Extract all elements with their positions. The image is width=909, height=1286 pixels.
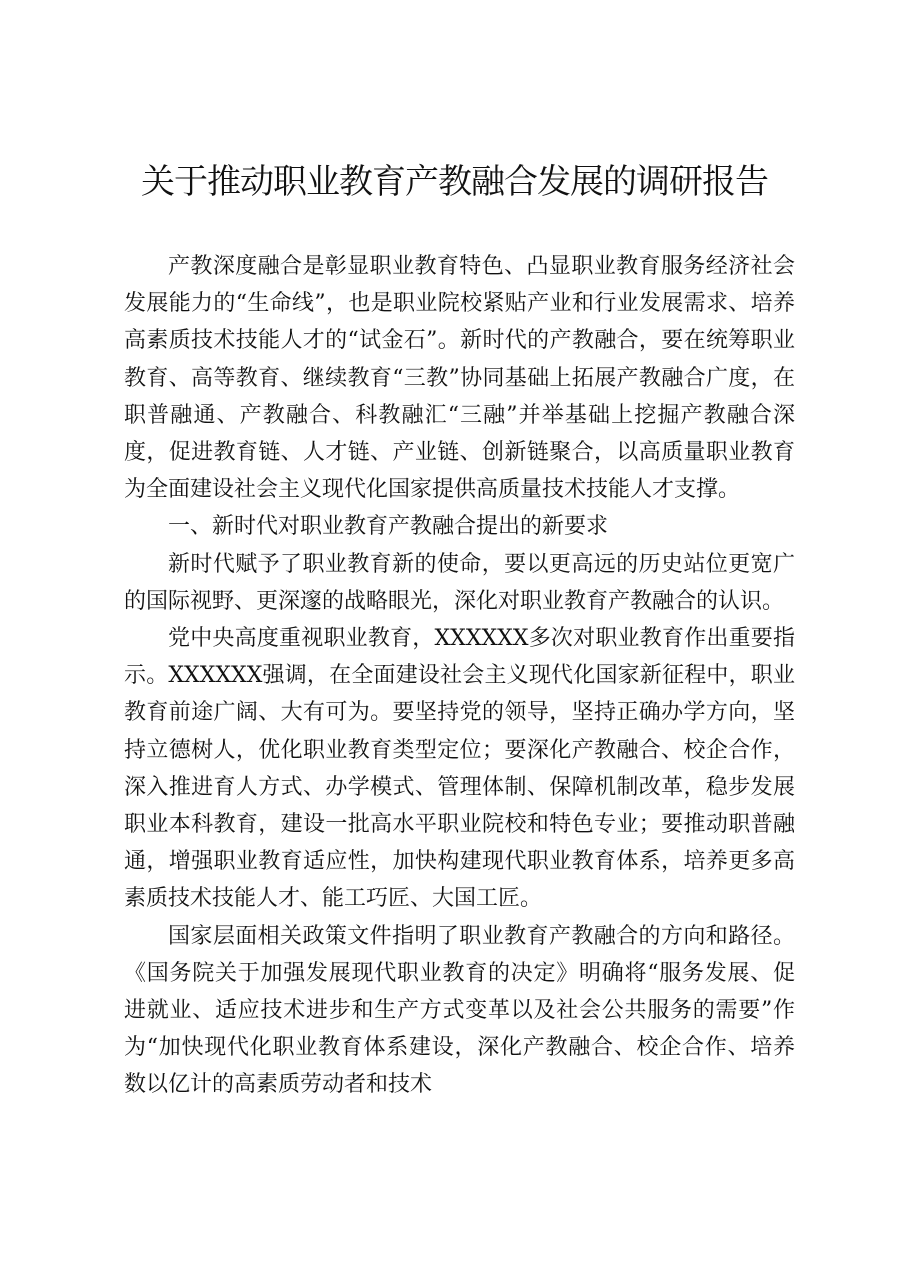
- section-1-paragraph-1: 新时代赋予了职业教育新的使命，要以更高远的历史站位更宽广的国际视野、更深邃的战略眼光，深化对职业教育产教融合的认识。: [124, 551, 795, 614]
- section-1-paragraph-3: 国家层面相关政策文件指明了职业教育产教融合的方向和路径。《国务院关于加强发展现代职业教育的决定》明确将“服务发展、促进就业、适应技术进步和生产方式变革以及社会公共服务的需要”作为“加快现代化职业教育体系建设，深化产教融合、校企合作、培养数以亿计的高素质劳动者和技术: [124, 923, 795, 1098]
- section-1-heading: 一、新时代对职业教育产教融合提出的新要求: [168, 514, 609, 540]
- section-1-paragraph-2: 党中央高度重视职业教育，XXXXXX多次对职业教育作出重要指示。XXXXXX强调，在全面建设社会主义现代化国家新征程中，职业教育前途广阔、大有可为。要坚持党的领导，坚持正确办学方向，坚持立德树人，优化职业教育类型定位；要深化产教融合、校企合作，深入推进育人方式、办学模式、管理体制、保障机制改革，稳步发展职业本科教育，建设一批高水平职业院校和特色专业；要推动职普融通，增强职业教育适应性，加快构建现代职业教育体系，培养更多高素质技术技能人才、能工巧匠、大国工匠。: [124, 626, 795, 912]
- document-body: [124, 248, 795, 1104]
- document-title: 关于推动职业教育产教融合发展的调研报告: [141, 162, 768, 202]
- intro-paragraph: 产教深度融合是彰显职业教育特色、凸显职业教育服务经济社会发展能力的“生命线”，也是职业院校紧贴产业和行业发展需求、培养高素质技术技能人才的“试金石”。新时代的产教融合，要在统筹职业教育、高等教育、继续教育“三教”协同基础上拓展产教融合广度，在职普融通、产教融合、科教融汇“三融”并举基础上挖掘产教融合深度，促进教育链、人才链、产业链、创新链聚合，以高质量职业教育为全面建设社会主义现代化国家提供高质量技术技能人才支撑。: [124, 254, 795, 503]
